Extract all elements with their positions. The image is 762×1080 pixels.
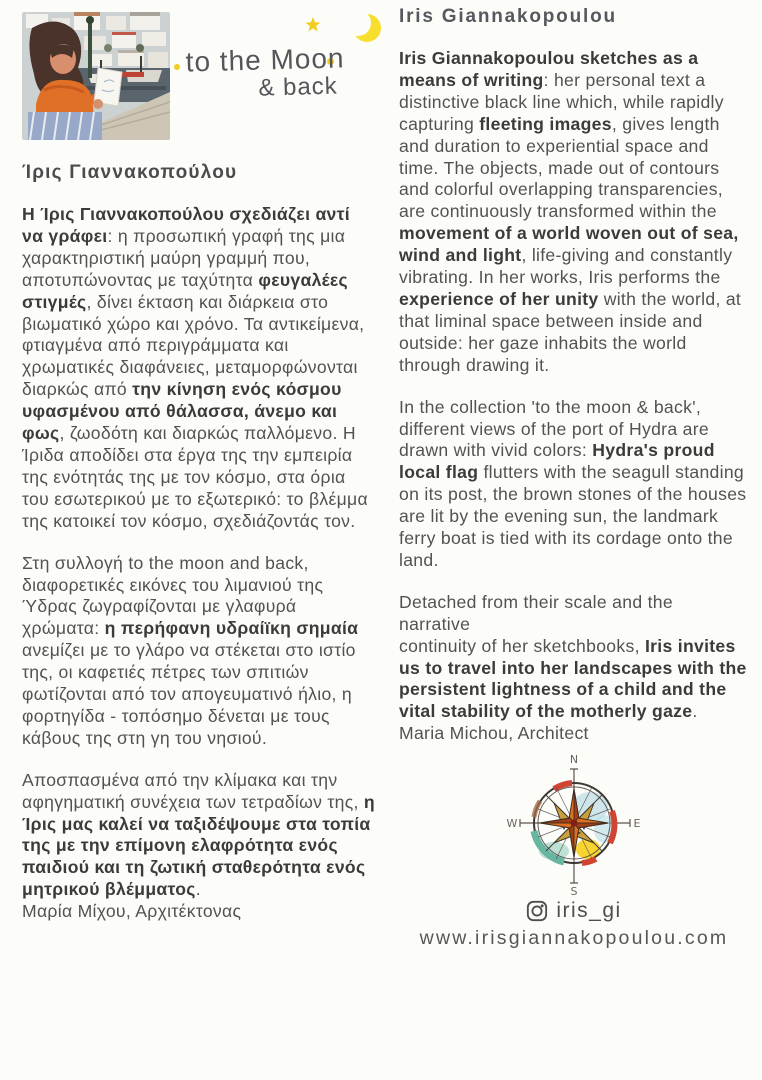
instagram-handle: iris_gi	[556, 899, 622, 923]
to-the-moon-and-back-logo	[170, 12, 376, 142]
website-url: www.irisgiannakopoulou.com	[419, 927, 729, 950]
greek-paragraph-1: Η Ίρις Γιαννακοπούλου σχεδιάζει αντί να γράφει: η προσωπική γραφή της μια χαρακτηριστική μαύρη γραμμή που, αποτυπώνοντας με ταχύτητα φευγαλέες στιγμές, δίνει έκταση και διάρκεια στο βιωματικό χώρο και χρόνο. Τα αντικείμενα, φτιαγμένα από περιγράμματα και χρωματικές διαφάνειες, μεταμορφώνονται διαρκώς από την κίνηση ενός κόσμου υφασμένου από θάλασσα, άνεμο και φως, ζωοδότη και διαρκώς παλλόμενο. Η Ίριδα αποδίδει στα έργα της την εμπειρία της ενότητάς της με τον κόσμο, στα όρια του εσωτερικού με το εξωτερικό: το βλέμμα της κατοικεί τον κόσμο, σχεδιάζοντάς τον.	[22, 204, 368, 531]
instagram-row	[399, 899, 749, 923]
logo-line-1: to the Moon	[185, 42, 345, 78]
english-column	[399, 0, 749, 950]
greek-paragraph-3: Αποσπασμένα από την κλίμακα και την αφηγηματική συνέχεια των τετραδίων της, η Ίρις μας καλεί να ταξιδέψουμε στα τοπία της με την επίμονη ελαφρότητα ενός παιδιού και τη ζωτική σταθερότητα ενός μητρικού βλέμματος.	[22, 769, 375, 900]
english-byline: Maria Michou, Architect	[399, 723, 589, 744]
portrait-photo-illustration	[22, 12, 170, 140]
compass-north-label: N	[569, 753, 579, 767]
english-paragraph-2: In the collection 'to the moon & back', different views of the port of Hydra are drawn with vivid colors: Hydra's proud local flag flutters with the seagull standing on its post, the brown stones of the houses are lit by the evening sun, the landmark ferry boat is tied with its cordage onto the land.	[399, 396, 747, 570]
compass-rose-icon	[506, 751, 642, 897]
compass-east-label: E	[633, 817, 641, 831]
english-paragraph-1: Iris Giannakopoulou sketches as a means of writing: her personal text a distinctive black line which, while rapidly capturing fleeting images, gives length and duration to experiential space and time. The objects, made out of contours and colorful overlapping transparencies, are continuously transformed within the movement of a world woven out of sea, wind and light, life-giving and constantly vibrating. In her works, Iris performs the experience of her unity with the world, at that liminal space between inside and outside: her gaze inhabits the world through drawing it.	[399, 48, 742, 375]
footer	[399, 751, 749, 950]
header-row	[22, 12, 376, 144]
yellow-dot-icon	[174, 64, 180, 70]
greek-column	[22, 0, 376, 923]
greek-byline: Μαρία Μίχου, Αρχιτέκτονας	[22, 901, 242, 922]
compass-south-label: S	[570, 885, 578, 898]
artist-name-english: Iris Giannakopoulou	[399, 6, 617, 27]
portrait-photo	[22, 12, 170, 140]
star-icon	[304, 16, 322, 34]
greek-paragraph-2: Στη συλλογή to the moon and back, διαφορετικές εικόνες του λιμανιού της Ύδρας ζωγραφίζονται με γλαφυρά χρώματα: η περήφανη υδραίϊκη σημαία ανεμίζει με το γλάρο να στέκεται στο ιστίο της, οι καφετιές πέτρες των σπιτιών φωτίζονται από τον απογευματινό ήλιο, η φορτηγίδα - τοπόσημο δένεται με τους κάβους της στη γη του νησιού.	[22, 552, 359, 748]
english-paragraph-3: Detached from their scale and the narrative continuity of her sketchbooks, Iris invites us to travel into her landscapes with the persistent lightness of a child and the vital stability of the motherly gaze.	[399, 591, 747, 722]
logo-text	[185, 42, 376, 105]
logo-line-2: & back	[258, 72, 339, 102]
instagram-icon	[526, 900, 548, 922]
artist-name-greek: Ίρις Γιαννακοπούλου	[22, 162, 238, 183]
compass-west-label: W	[506, 817, 518, 831]
